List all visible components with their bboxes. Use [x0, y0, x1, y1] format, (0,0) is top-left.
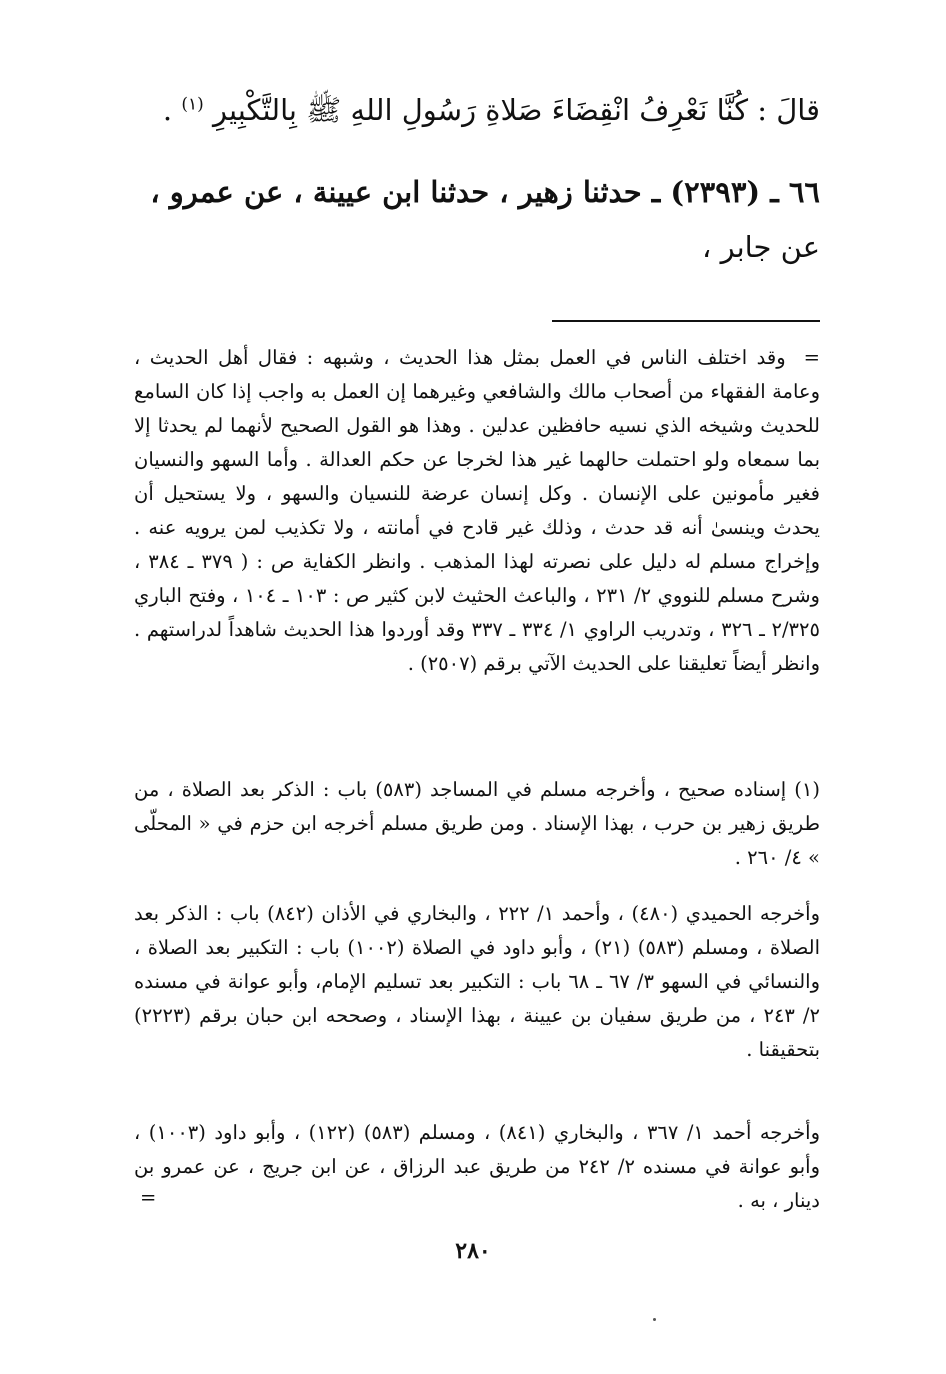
continuation-mark: =	[803, 346, 820, 369]
continuation-mark-end: =	[140, 1186, 157, 1209]
scan-speck	[653, 1318, 656, 1321]
hadith-quote-text: قالَ : كُنَّا نَعْرِفُ انْقِضَاءَ صَلاةِ رَسُولِ اللهِ ﷺ بِالتَّكْبِيرِ	[212, 93, 820, 127]
footnote-1-paragraph-3: وأخرجه أحمد ١/ ٣٦٧ ، والبخاري (٨٤١) ، ومسلم (٥٨٣) (١٢٢) ، وأبو داود (١٠٠٣) ، وأبو عوانة في مسنده ٢/ ٢٤٢ من طريق عبد الرزاق ، عن ابن جريج ، عن عمرو بن دينار ، به .	[134, 1121, 820, 1212]
hadith-isnad-line-2: عن جابر ،	[701, 230, 820, 264]
footnote-continuation	[134, 341, 820, 681]
page-number: ٢٨٠	[455, 1238, 491, 1264]
hadith-isnad-line: ٦٦ ـ (٢٣٩٣) ـ حدثنا زهير ، حدثنا ابن عيينة ، عن عمرو ،	[150, 175, 820, 209]
footnote-ref-1: (١)	[181, 94, 204, 115]
footnote-1: (١) إسناده صحيح ، وأخرجه مسلم في المساجد (٥٨٣) باب : الذكر بعد الصلاة ، من طريق زهير بن حرب ، بهذا الإسناد . ومن طريق مسلم أخرجه ابن حزم في « المحلّى » ٤/ ٢٦٠ .	[134, 778, 820, 869]
footnote-continuation-text: وقد اختلف الناس في العمل بمثل هذا الحديث ، وشبهه : فقال أهل الحديث ، وعامة الفقهاء من أصحاب مالك والشافعي وغيرهما إن العمل به واجب إذا كان السامع للحديث وشيخه الذي نسيه حافظين عدلين . وهذا هو القول الصحيح لأنهما لم يحدثا إلا بما سمعاه ولو احتملت حالهما غير هذا لخرجا عن حكم العدالة . وأما السهو والنسيان فغير مأمونين على الإنسان . وكل إنسان عرضة للنسيان والسهو ، ولا يستحيل أن يحدث وينسىٰ أنه قد حدث ، وذلك غير قادح في أمانته ، ولا تكذيب لمن يرويه عنه . وإخراج مسلم له دليل على نصرته لهذا المذهب . وانظر الكفاية ص : ( ٣٧٩ ـ ٣٨٤ ، وشرح مسلم للنووي ٢/ ٢٣١ ، والباعث الحثيث لابن كثير ص : ١٠٣ ـ ١٠٤ ، وفتح الباري ٢/٣٢٥ ـ ٣٢٦ ، وتدريب الراوي ١/ ٣٣٤ ـ ٣٣٧ وقد أوردوا هذا الحديث شاهداً لدراستهم . وانظر أيضاً تعليقنا على الحديث الآتي برقم (٢٥٠٧) .	[134, 346, 820, 675]
hadith-quote-end: .	[162, 93, 182, 127]
footnote-divider	[552, 320, 820, 322]
footnote-1-paragraph-2: وأخرجه الحميدي (٤٨٠) ، وأحمد ١/ ٢٢٢ ، والبخاري في الأذان (٨٤٢) باب : الذكر بعد الصلاة ، ومسلم (٥٨٣) (٢١) ، وأبو داود في الصلاة (١٠٠٢) باب : التكبير بعد الصلاة ، والنسائي في السهو ٣/ ٦٧ ـ ٦٨ باب : التكبير بعد تسليم الإمام، وأبو عوانة في مسنده ٢/ ٢٤٣ ، من طريق سفيان بن عيينة ، بهذا الإسناد ، وصححه ابن حبان برقم (٢٢٢٣) بتحقيقنا .	[134, 902, 820, 1061]
hadith-text-quote	[126, 88, 820, 132]
